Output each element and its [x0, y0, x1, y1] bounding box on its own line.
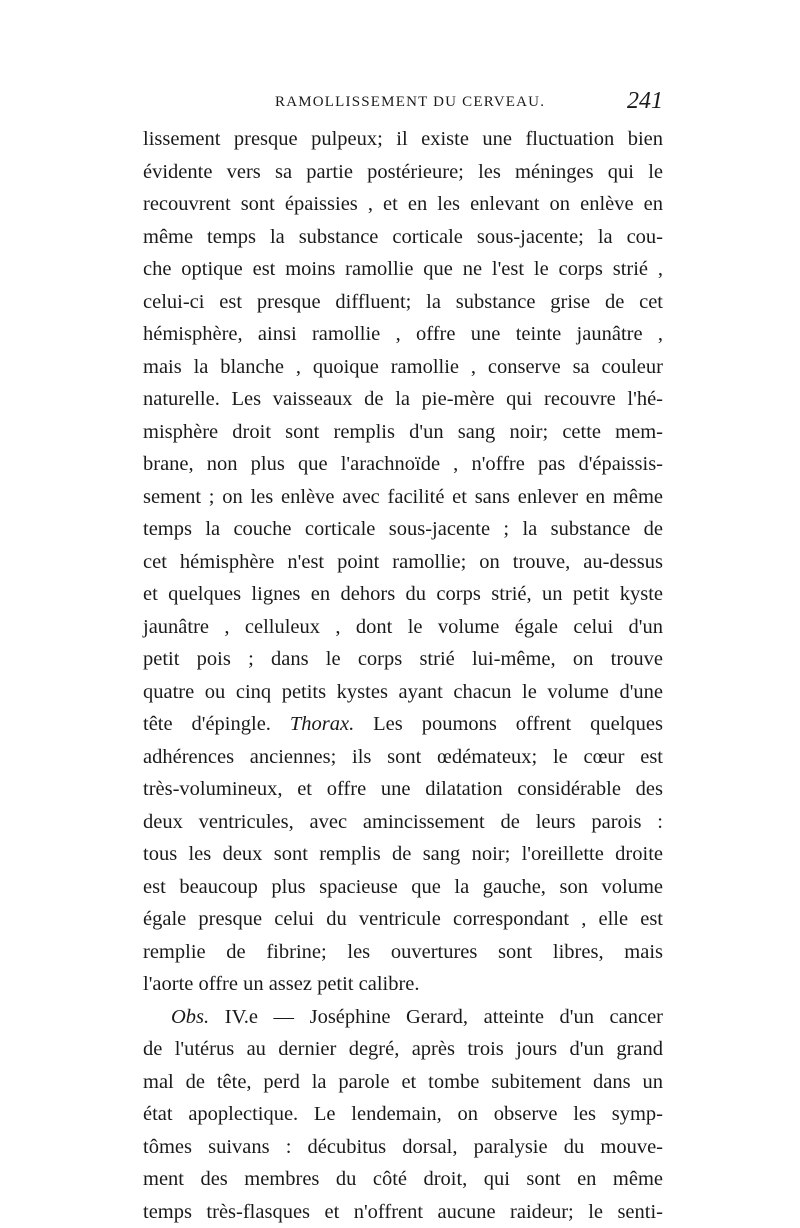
text-line: celui-ci est presque diffluent; la substance grise de cet: [143, 286, 663, 319]
text-line: égale presque celui du ventricule correspondant , elle est: [143, 903, 663, 936]
text-line: lissement presque pulpeux; il existe une fluctuation bien: [143, 123, 663, 156]
text-line: l'aorte offre un assez petit calibre.: [143, 968, 663, 1001]
text-line: cet hémisphère n'est point ramollie; on trouve, au-dessus: [143, 546, 663, 579]
text-line-thorax: [143, 708, 663, 741]
text-line: temps très-flasques et n'offrent aucune raideur; le senti-: [143, 1196, 663, 1228]
page-number: 241: [627, 88, 663, 115]
page-header: [140, 88, 665, 118]
text-line: misphère droit sont remplis d'un sang noir; cette mem-: [143, 416, 663, 449]
thorax-label: Thorax.: [290, 713, 354, 735]
text-line: petit pois ; dans le corps strié lui-même, on trouve: [143, 643, 663, 676]
text-line: état apoplectique. Le lendemain, on observe les symp-: [143, 1098, 663, 1131]
text-line: tômes suivans : décubitus dorsal, paralysie du mouve-: [143, 1131, 663, 1164]
text-line: et quelques lignes en dehors du corps strié, un petit kyste: [143, 578, 663, 611]
text-line-obs: [143, 1001, 663, 1034]
body-text: [143, 123, 663, 1228]
text-line: adhérences anciennes; ils sont œdémateux; le cœur est: [143, 741, 663, 774]
text-line: remplie de fibrine; les ouvertures sont libres, mais: [143, 936, 663, 969]
text-line: temps la couche corticale sous-jacente ; la substance de: [143, 513, 663, 546]
text-line: mais la blanche , quoique ramollie , conserve sa couleur: [143, 351, 663, 384]
obs-label: Obs.: [171, 1006, 209, 1028]
running-title: RAMOLLISSEMENT DU CERVEAU.: [275, 94, 545, 111]
text-line: deux ventricules, avec amincissement de leurs parois :: [143, 806, 663, 839]
text-line: naturelle. Les vaisseaux de la pie-mère qui recouvre l'hé-: [143, 383, 663, 416]
text-line: ment des membres du côté droit, qui sont en même: [143, 1163, 663, 1196]
text-line: jaunâtre , celluleux , dont le volume égale celui d'un: [143, 611, 663, 644]
text-line: de l'utérus au dernier degré, après trois jours d'un grand: [143, 1033, 663, 1066]
text-fragment: tête d'épingle.: [143, 713, 271, 735]
text-line: sement ; on les enlève avec facilité et sans enlever en même: [143, 481, 663, 514]
text-line: même temps la substance corticale sous-jacente; la cou-: [143, 221, 663, 254]
text-line: est beaucoup plus spacieuse que la gauche, son volume: [143, 871, 663, 904]
text-line: très-volumineux, et offre une dilatation considérable des: [143, 773, 663, 806]
text-line: hémisphère, ainsi ramollie , offre une teinte jaunâtre ,: [143, 318, 663, 351]
text-line: mal de tête, perd la parole et tombe subitement dans un: [143, 1066, 663, 1099]
text-fragment: IV.e — Joséphine Gerard, atteinte d'un cancer: [209, 1006, 663, 1028]
text-line: recouvrent sont épaissies , et en les enlevant on enlève en: [143, 188, 663, 221]
text-fragment: Les poumons offrent quelques: [354, 713, 663, 735]
text-line: tous les deux sont remplis de sang noir; l'oreillette droite: [143, 838, 663, 871]
text-line: évidente vers sa partie postérieure; les méninges qui le: [143, 156, 663, 189]
text-line: brane, non plus que l'arachnoïde , n'offre pas d'épaissis-: [143, 448, 663, 481]
text-line: quatre ou cinq petits kystes ayant chacun le volume d'une: [143, 676, 663, 709]
text-line: che optique est moins ramollie que ne l'est le corps strié ,: [143, 253, 663, 286]
